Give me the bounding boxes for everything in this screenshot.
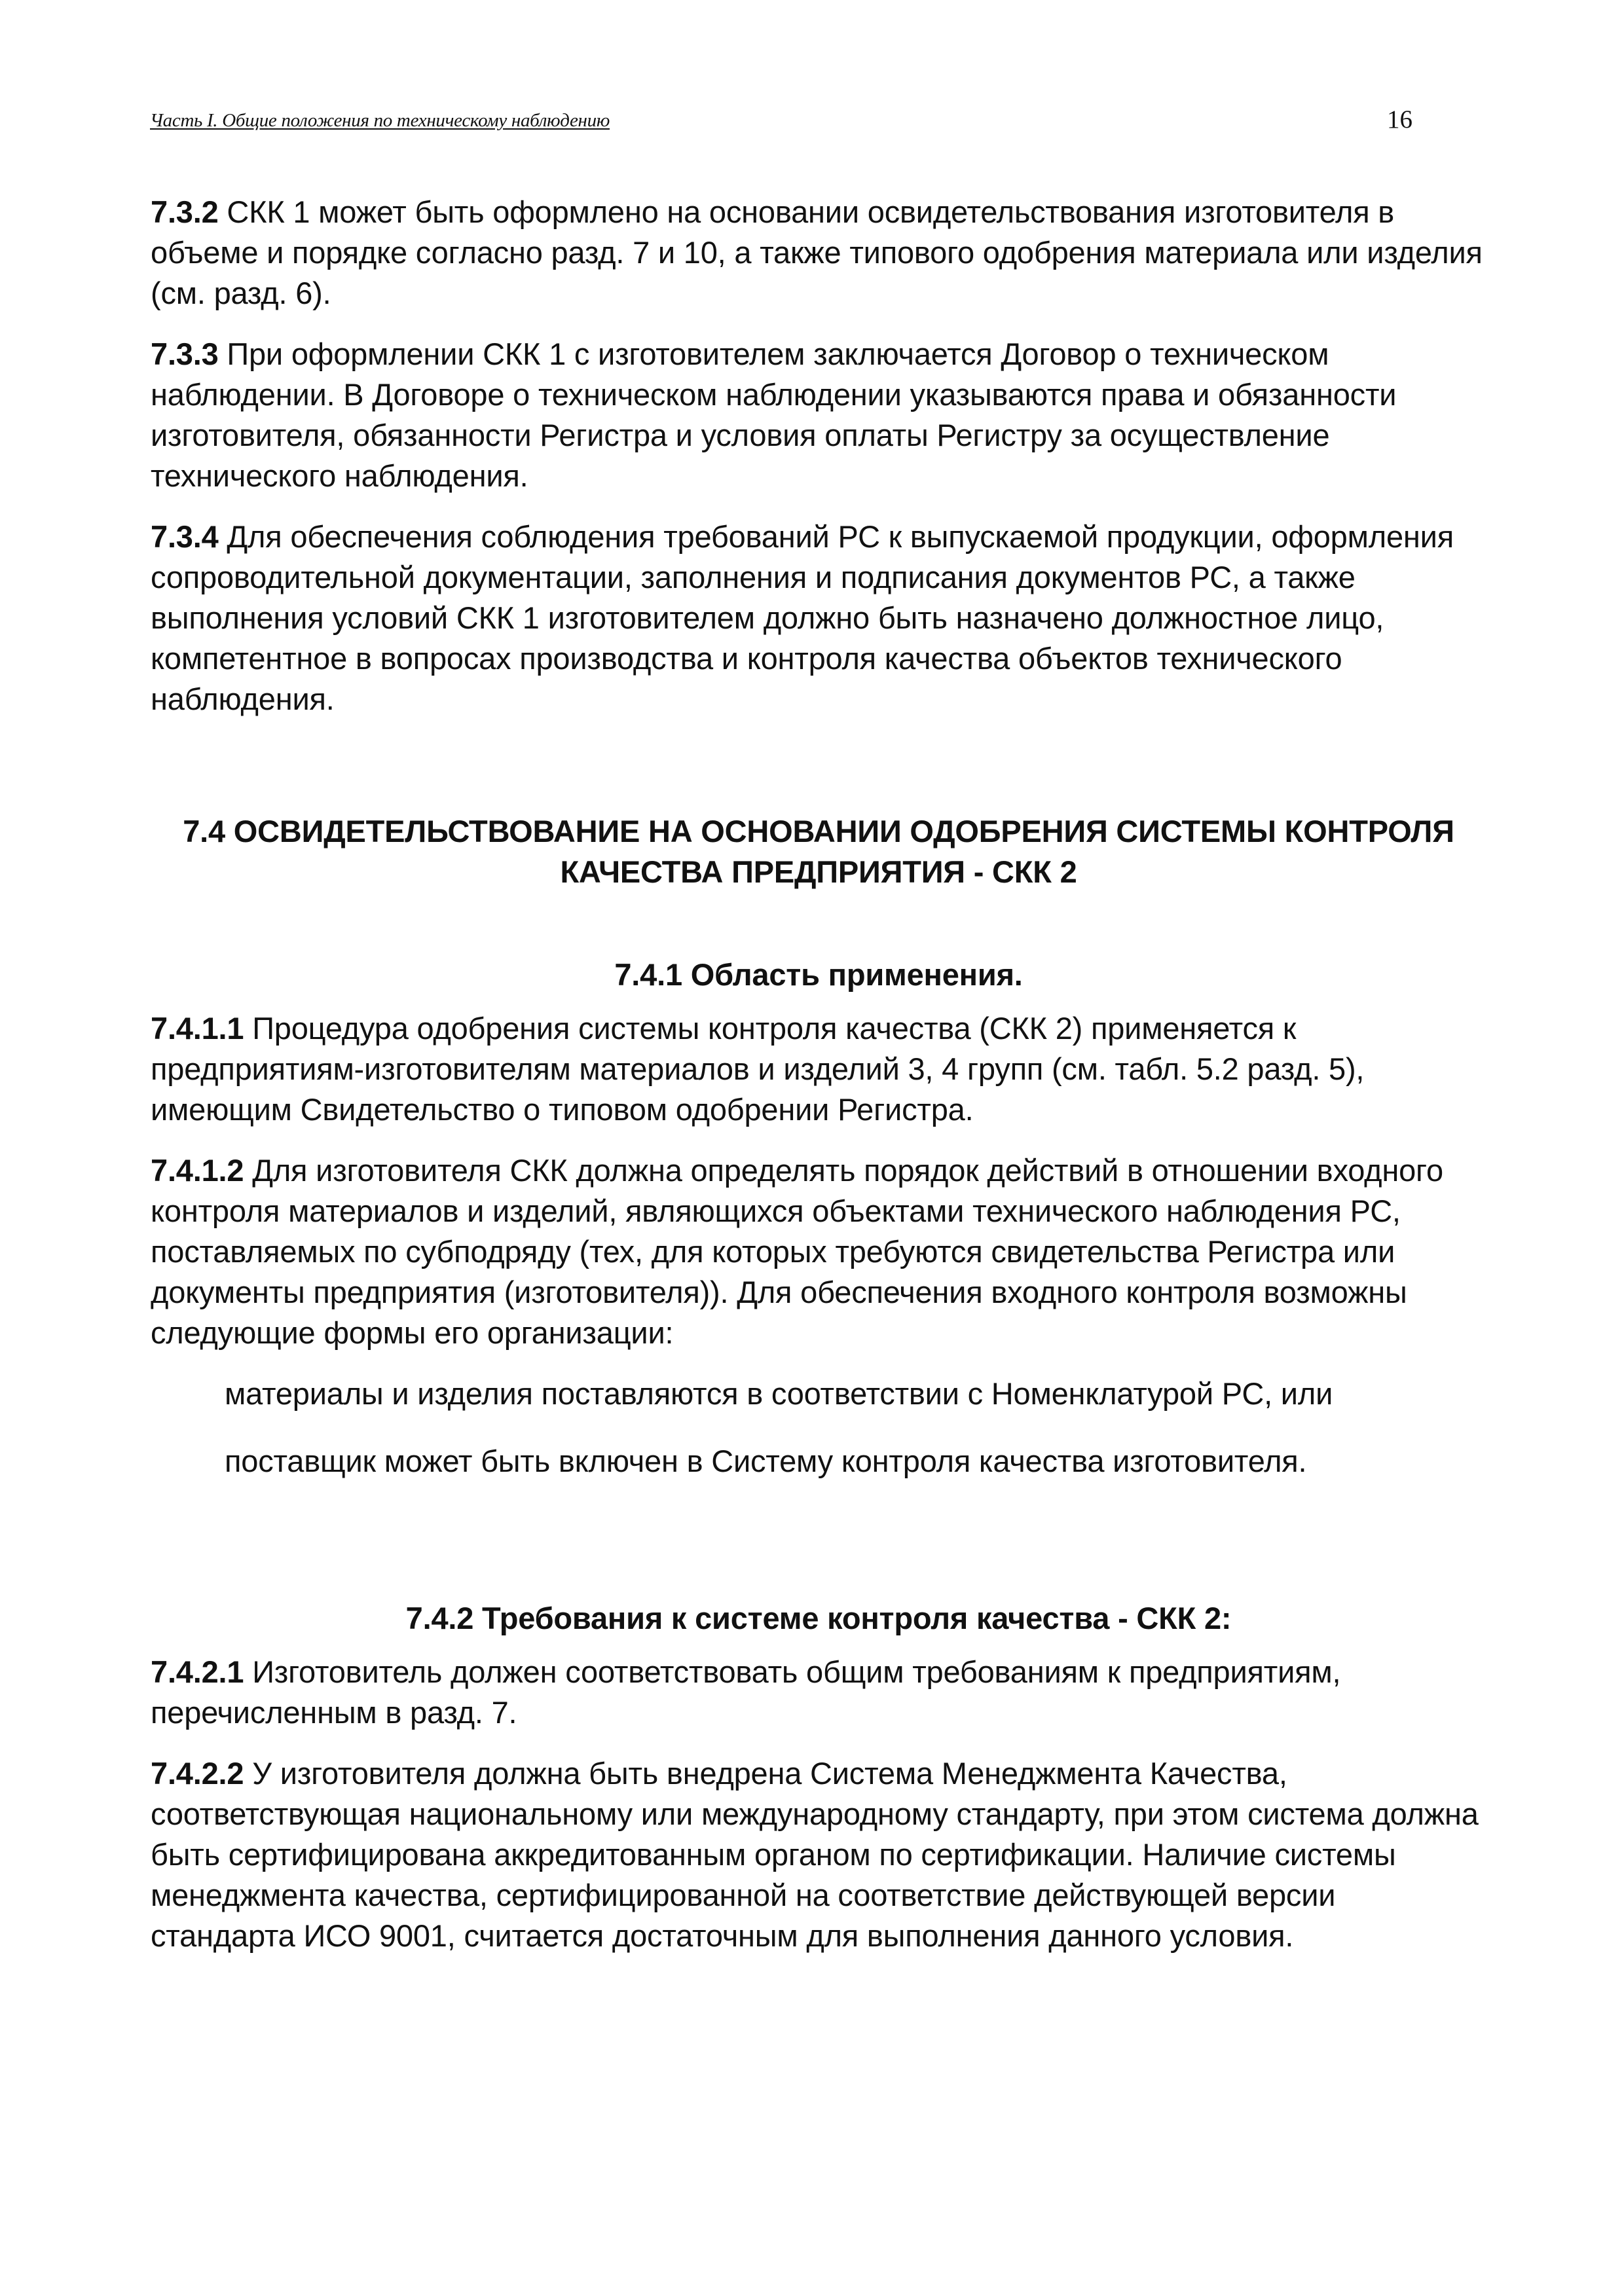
paragraph-text: Для изготовителя СКК должна определять порядок действий в отношении входного контроля материалов и изделий, являющихся объектами технического наблюдения РС, поставляемых по субподряду (тех, для которых требуются свидетельства Регистра или документы предприятия (изготовителя)). Для обеспечения входного контроля возможны следующие формы его организации: xyxy=(151,1153,1443,1350)
section-title-line-2: КАЧЕСТВА ПРЕДПРИЯТИЯ - СКК 2 xyxy=(560,854,1077,889)
paragraph-7-4-1-2 xyxy=(151,1150,1486,1353)
paragraph-7-4-2-2 xyxy=(151,1753,1486,1956)
subsection-title-7-4-2: 7.4.2 Требования к системе контроля качества - СКК 2: xyxy=(405,1601,1232,1635)
document-body xyxy=(151,192,1486,1977)
paragraph-text: При оформлении СКК 1 с изготовителем заключается Договор о техническом наблюдении. В Договоре о техническом наблюдении указываются права и обязанности изготовителя, обязанности Регистра и условия оплаты Регистру за осуществление технического наблюдения. xyxy=(151,337,1397,493)
clause-number: 7.4.1.1 xyxy=(151,1011,244,1046)
paragraph-text: Процедура одобрения системы контроля качества (СКК 2) применяется к предприятиям-изготовителям материалов и изделий 3, 4 групп (см. табл. 5.2 разд. 5), имеющим Свидетельство о типовом одобрении Регистра. xyxy=(151,1011,1365,1127)
paragraph-text: Изготовитель должен соответствовать общим требованиям к предприятиям, перечисленным в разд. 7. xyxy=(151,1654,1341,1730)
clause-number: 7.4.1.2 xyxy=(151,1153,244,1188)
paragraph-7-4-1-1 xyxy=(151,1008,1486,1130)
paragraph-text: Для обеспечения соблюдения требований РС к выпускаемой продукции, оформления сопроводительной документации, заполнения и подписания документов РС, а также выполнения условий СКК 1 изготовителем должно быть назначено должностное лицо, компетентное в вопросах производства и контроля качества объектов технического наблюдения. xyxy=(151,519,1454,716)
section-title-7-4 xyxy=(151,811,1486,892)
paragraph-7-3-2 xyxy=(151,192,1486,314)
paragraph-text: У изготовителя должна быть внедрена Система Менеджмента Качества, соответствующая национальному или международному стандарту, при этом система должна быть сертифицирована аккредитованным органом по сертификации. Наличие системы менеджмента качества, сертифицированной на соответствие действующей версии стандарта ИСО 9001, считается достаточным для выполнения данного условия. xyxy=(151,1756,1479,1953)
section-title-line-1: 7.4 ОСВИДЕТЕЛЬСТВОВАНИЕ НА ОСНОВАНИИ ОДОБРЕНИЯ СИСТЕМЫ КОНТРОЛЯ xyxy=(183,814,1454,848)
paragraph-7-4-2-1 xyxy=(151,1652,1486,1733)
paragraph-7-3-4 xyxy=(151,517,1486,720)
list-item-supply-nomenclature: материалы и изделия поставляются в соответствии с Номенклатурой РС, или xyxy=(225,1376,1333,1411)
clause-number: 7.4.2.2 xyxy=(151,1756,244,1791)
paragraph-7-3-3 xyxy=(151,334,1486,496)
running-header: Часть I. Общие положения по техническому наблюдению xyxy=(150,110,610,131)
page-number: 16 xyxy=(1387,105,1412,134)
clause-number: 7.3.2 xyxy=(151,194,219,229)
clause-number: 7.3.3 xyxy=(151,337,219,371)
clause-number: 7.3.4 xyxy=(151,519,219,554)
clause-number: 7.4.2.1 xyxy=(151,1654,244,1689)
paragraph-text: СКК 1 может быть оформлено на основании освидетельствования изготовителя в объеме и порядке согласно разд. 7 и 10, а также типового одобрения материала или изделия (см. разд. 6). xyxy=(151,194,1483,310)
list-item-supplier-inclusion: поставщик может быть включен в Систему контроля качества изготовителя. xyxy=(225,1444,1307,1478)
subsection-title-7-4-1: 7.4.1 Область применения. xyxy=(614,957,1023,992)
